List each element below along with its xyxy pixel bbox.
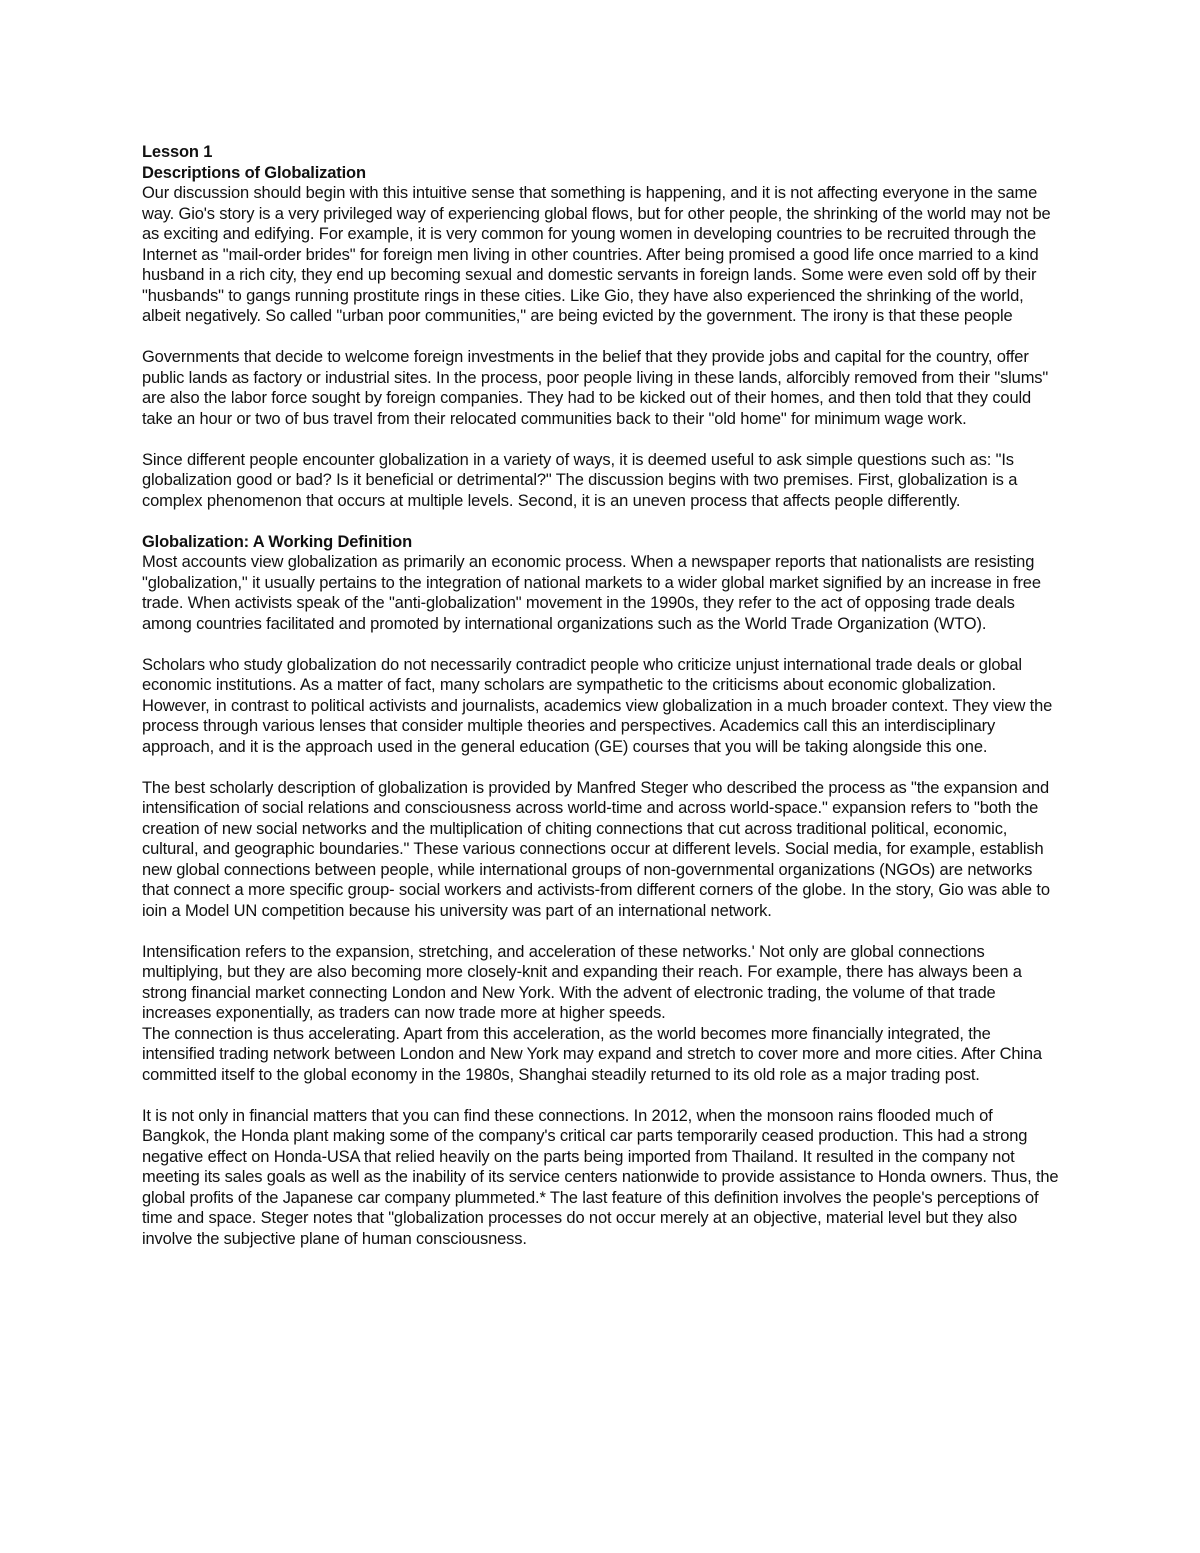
document-page [142,142,1062,1270]
paragraph: The connection is thus accelerating. Apart from this acceleration, as the world becomes more financially integrated, the intensified trading network between London and New York may expand and stretch to cover more and more cities. After China committed itself to the global economy in the 1980s, Shanghai steadily returned to its old role as a major trading post. [142,1024,1042,1084]
paragraph: It is not only in financial matters that you can find these connections. In 2012, when the monsoon rains flooded much of Bangkok, the Honda plant making some of the company's critical car parts temporarily ceased production. This had a strong negative effect on Honda-USA that relied heavily on the parts being imported from Thailand. It resulted in the company not meeting its sales goals as well as the inability of its service centers nationwide to provide assistance to Honda owners. Thus, the global profits of the Japanese car company plummeted.* The last feature of this definition involves the people's perceptions of time and space. Steger notes that "globalization processes do not occur merely at an objective, material level but they also involve the subjective plane of human consciousness. [142,1106,1059,1248]
lesson-label: Lesson 1 [142,143,213,161]
paragraph: Scholars who study globalization do not necessarily contradict people who criticize unjust international trade deals or global economic institutions. As a matter of fact, many scholars are sympathetic to the criticisms about economic globalization. However, in contrast to political activists and journalists, academics view globalization in a much broader context. They view the process through various lenses that consider multiple theories and perspectives. Academics call this an interdisciplinary approach, and it is the approach used in the general education (GE) courses that you will be taking alongside this one. [142,655,1053,756]
paragraph: Most accounts view globalization as primarily an economic process. When a newspaper reports that nationalists are resisting "globalization," it usually pertains to the integration of national markets to a wider global market signified by an increase in free trade. When activists speak of the "anti-globalization" movement in the 1990s, they refer to the act of opposing trade deals among countries facilitated and promoted by international organizations such as the World Trade Organization (WTO). [142,553,1041,633]
paragraph: Governments that decide to welcome foreign investments in the belief that they provide jobs and capital for the country, offer public lands as factory or industrial sites. In the process, poor people living in these lands, alforcibly removed from their "slums" are also the labor force sought by foreign companies. They had to be kicked out of their homes, and then told that they could take an hour or two of bus travel from their relocated communities back to their "old home" for minimum wage work. [142,348,1049,428]
paragraph: Intensification refers to the expansion, stretching, and acceleration of these networks.' Not only are global connections multiplying, but they are also becoming more closely-knit and expanding their reach. For example, there has always been a strong financial market connecting London and New York. With the advent of electronic trading, the volume of that trade increases exponentially, as traders can now trade more at higher speeds. [142,942,1022,1022]
section-title-working-definition: Globalization: A Working Definition [142,532,413,551]
paragraph: The best scholarly description of globalization is provided by Manfred Steger who described the process as "the expansion and intensification of social relations and consciousness across world-time and across world-space." expansion refers to "both the creation of new social networks and the multiplication of chiting connections that cut across traditional political, economic, cultural, and geographic boundaries." These various connections occur at different levels. Social media, for example, establish new global connections between people, while international groups of non-governmental organizations (NGOs) are networks that connect a more specific group- social workers and activists-from different corners of the globe. In the story, Gio was able to ioin a Model UN competition because his university was part of an international network. [142,778,1050,920]
paragraph: Since different people encounter globalization in a variety of ways, it is deemed useful to ask simple questions such as: "Is globalization good or bad? Is it beneficial or detrimental?" The discussion begins with two premises. First, globalization is a complex phenomenon that occurs at multiple levels. Second, it is an uneven process that affects people differently. [142,450,1018,510]
paragraph: Our discussion should begin with this intuitive sense that something is happening, and it is not affecting everyone in the same way. Gio's story is a very privileged way of experiencing global flows, but for other people, the shrinking of the world may not be as exciting and edifying. For example, it is very common for young women in developing countries to be recruited through the Internet as "mail-order brides" for foreign men living in other countries. After being promised a good life once married to a kind husband in a rich city, they end up becoming sexual and domestic servants in foreign lands. Some were even sold off by their "husbands" to gangs running prostitute rings in these cities. Like Gio, they have also experienced the shrinking of the world, albeit negatively. So called "urban poor communities," are being evicted by the government. The irony is that these people [142,184,1051,325]
section-title-descriptions: Descriptions of Globalization [142,163,366,182]
